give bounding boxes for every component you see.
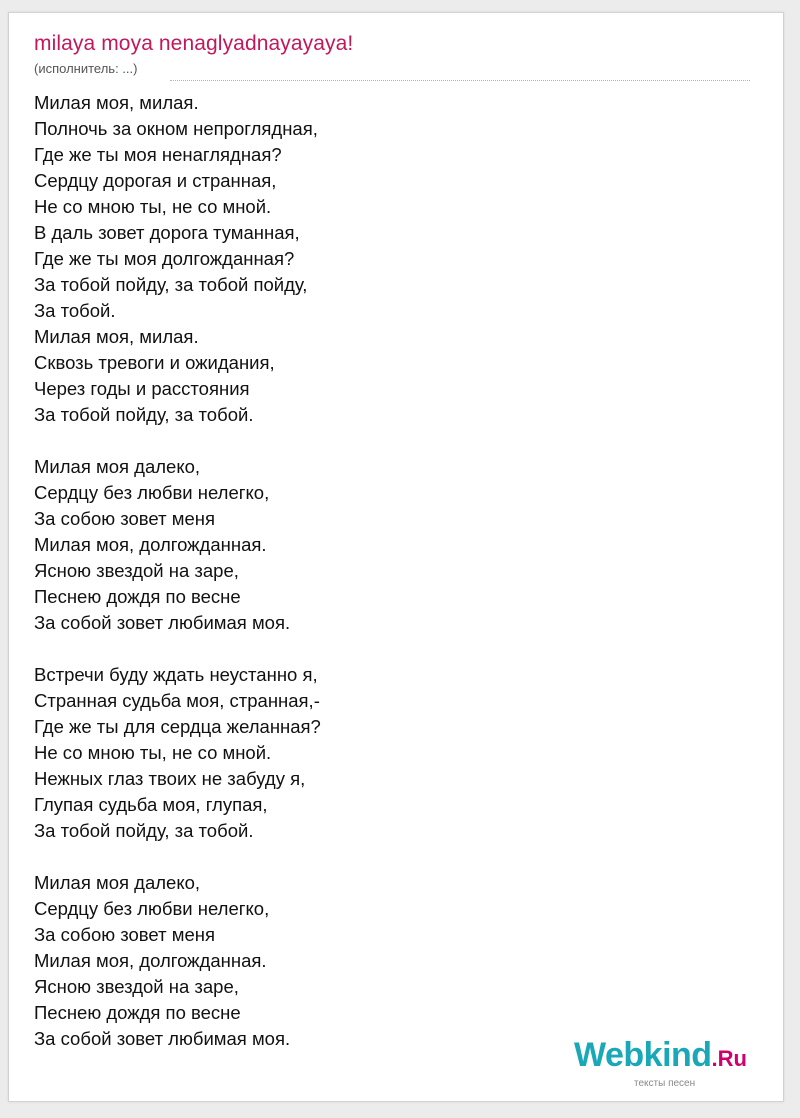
lyric-line: Милая моя далеко,	[34, 456, 201, 477]
lyric-line: Песнею дождя по весне	[34, 1002, 241, 1023]
stanza	[34, 454, 734, 636]
lyric-line: Сквозь тревоги и ожидания,	[34, 352, 275, 373]
lyric-line: За тобой пойду, за тобой.	[34, 820, 254, 841]
logo-tagline: тексты песен	[634, 1078, 696, 1089]
webkind-logo[interactable]	[574, 1036, 747, 1075]
lyric-line: Не со мною ты, не со мной.	[34, 196, 272, 217]
artist-suffix: )	[133, 61, 138, 76]
lyric-line: За собой зовет любимая моя.	[34, 1028, 291, 1049]
lyric-line: В даль зовет дорога туманная,	[34, 222, 300, 243]
lyric-line: За собою зовет меня	[34, 508, 215, 529]
lyric-line: За тобой.	[34, 300, 116, 321]
lyric-line: Полночь за окном непроглядная,	[34, 118, 318, 139]
lyric-line: Милая моя, долгожданная.	[34, 534, 267, 555]
lyric-line: Сердцу дорогая и странная,	[34, 170, 277, 191]
lyric-line: За тобой пойду, за тобой.	[34, 404, 254, 425]
lyric-line: За собою зовет меня	[34, 924, 215, 945]
lyric-line: За собой зовет любимая моя.	[34, 612, 291, 633]
stanza	[34, 870, 734, 1052]
lyrics-body	[34, 90, 734, 1052]
lyric-line: Странная судьба моя, странная,-	[34, 690, 320, 711]
lyric-line: Ясною звездой на заре,	[34, 560, 239, 581]
song-title: milaya moya nenaglyadnayayaya!	[34, 32, 354, 55]
lyric-line: Встречи буду ждать неустанно я,	[34, 664, 318, 685]
lyric-line: Милая моя, милая.	[34, 326, 199, 347]
logo-domain: .Ru	[711, 1046, 747, 1071]
artist-line	[34, 61, 137, 76]
artist-link[interactable]: ...	[122, 61, 134, 76]
lyric-line: Где же ты моя долгожданная?	[34, 248, 295, 269]
logo-wordmark: Webkind	[574, 1036, 712, 1074]
lyric-line: За тобой пойду, за тобой пойду,	[34, 274, 308, 295]
lyric-line: Сердцу без любви нелегко,	[34, 898, 270, 919]
artist-prefix: (исполнитель:	[34, 61, 123, 76]
lyric-line: Где же ты моя ненаглядная?	[34, 144, 282, 165]
lyric-line: Милая моя далеко,	[34, 872, 201, 893]
lyric-line: Через годы и расстояния	[34, 378, 250, 399]
lyric-line: Глупая судьба моя, глупая,	[34, 794, 268, 815]
stanza	[34, 662, 734, 844]
lyric-line: Милая моя, милая.	[34, 92, 199, 113]
lyric-line: Милая моя, долгожданная.	[34, 950, 267, 971]
lyric-line: Сердцу без любви нелегко,	[34, 482, 270, 503]
stanza	[34, 90, 734, 428]
title-divider	[170, 80, 750, 81]
lyric-line: Ясною звездой на заре,	[34, 976, 239, 997]
lyric-line: Где же ты для сердца желанная?	[34, 716, 321, 737]
lyric-line: Не со мною ты, не со мной.	[34, 742, 272, 763]
lyric-line: Нежных глаз твоих не забуду я,	[34, 768, 306, 789]
lyric-line: Песнею дождя по весне	[34, 586, 241, 607]
